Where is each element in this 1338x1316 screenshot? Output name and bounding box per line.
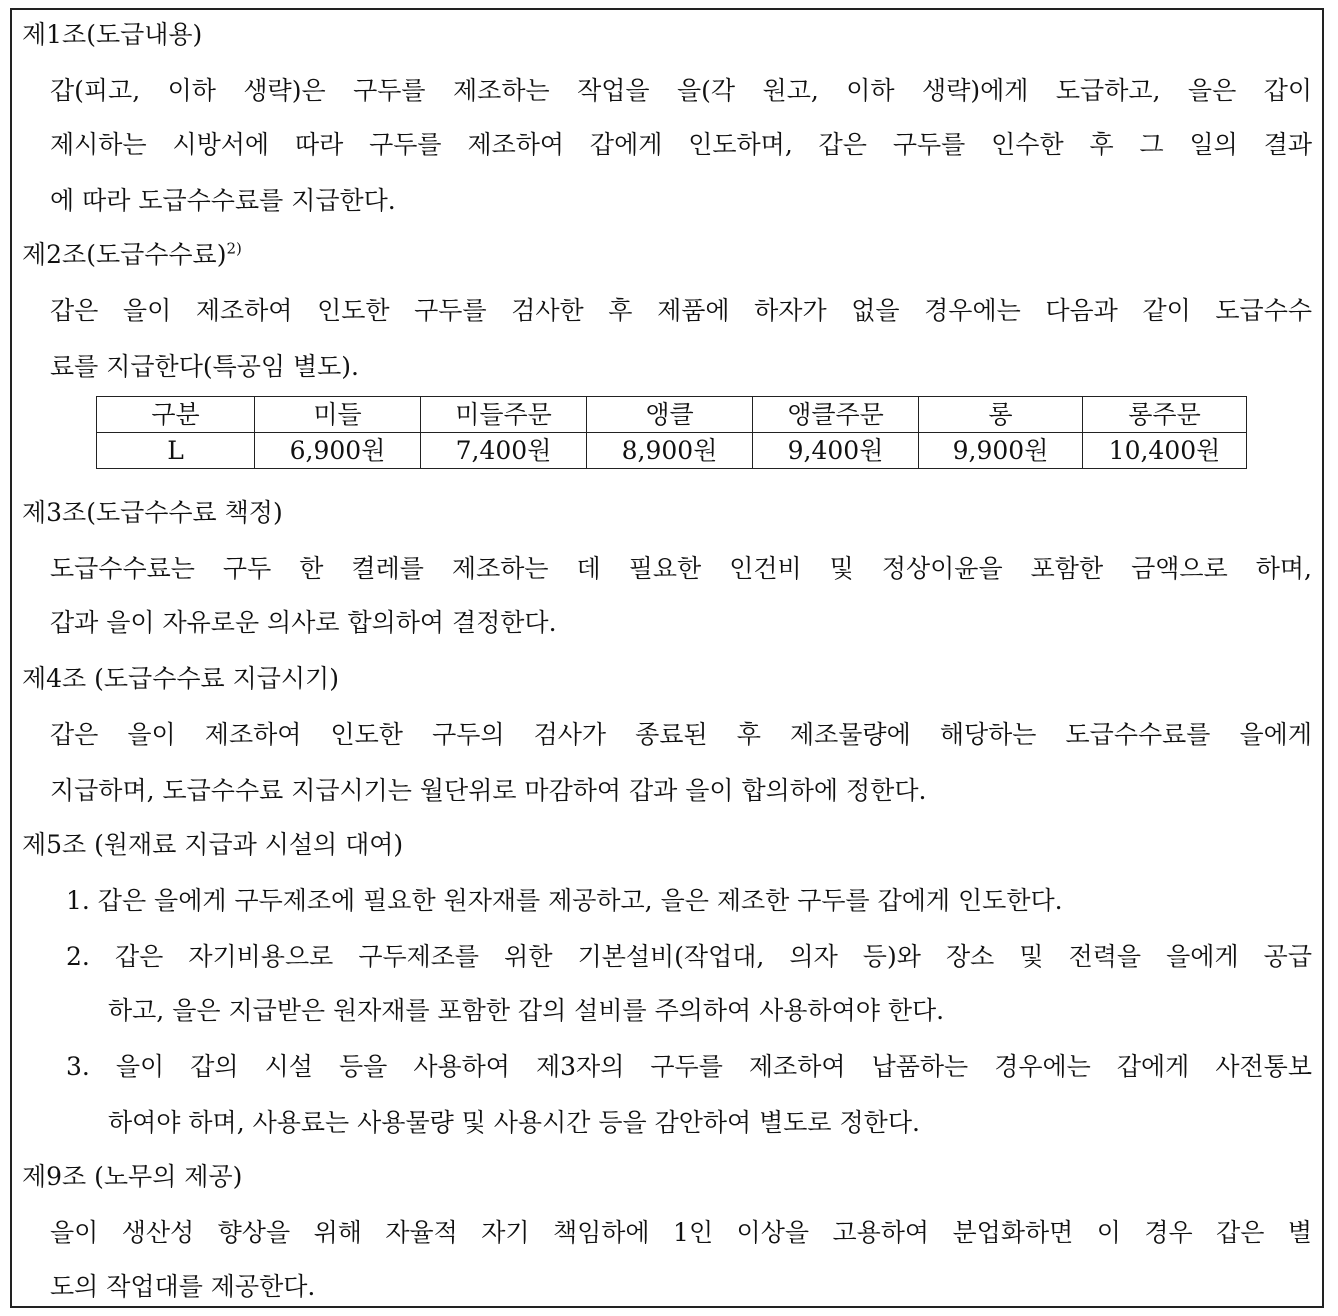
article-1-heading: 제1조(도급내용) — [22, 20, 203, 49]
fee-table-cell: 9,400원 — [753, 433, 919, 469]
footnote-marker: 2) — [226, 239, 242, 258]
article-5-item-3-line-1: 3. 을이 갑의 시설 등을 사용하여 제3자의 구두를 제조하여 납품하는 경우에는 갑에게 사전통보 — [66, 1052, 1312, 1081]
fee-table-header-cell: 앵클주문 — [753, 397, 919, 433]
article-2-heading — [22, 238, 242, 272]
fee-table-cell: 9,900원 — [919, 433, 1083, 469]
article-1-line-1: 갑(피고, 이하 생략)은 구두를 제조하는 작업을 을(각 원고, 이하 생략)에게 도급하고, 을은 갑이 — [50, 76, 1312, 105]
article-5-item-2-line-1: 2. 갑은 자기비용으로 구두제조를 위한 기본설비(작업대, 의자 등)와 장소 및 전력을 을에게 공급 — [66, 942, 1312, 971]
article-2-heading-text: 제2조(도급수수료) — [22, 240, 227, 269]
fee-table-cell: 7,400원 — [421, 433, 587, 469]
article-4-line-2: 지급하며, 도급수수료 지급시기는 월단위로 마감하여 갑과 을이 합의하에 정한다. — [50, 776, 927, 805]
fee-table-header-cell: 앵클 — [587, 397, 753, 433]
fee-table-cell: 10,400원 — [1083, 433, 1247, 469]
article-5-item-2-line-2: 하고, 을은 지급받은 원자재를 포함한 갑의 설비를 주의하여 사용하여야 한다. — [108, 996, 945, 1025]
article-9-line-2: 도의 작업대를 제공한다. — [50, 1272, 316, 1301]
fee-table-row — [97, 433, 1247, 469]
fee-table-header-cell: 롱주문 — [1083, 397, 1247, 433]
fee-table-header-cell: 미들 — [255, 397, 421, 433]
fee-table-header-cell: 구분 — [97, 397, 255, 433]
article-4-line-1: 갑은 을이 제조하여 인도한 구두의 검사가 종료된 후 제조물량에 해당하는 도급수수료를 을에게 — [50, 720, 1312, 749]
article-2-line-2: 료를 지급한다(특공임 별도). — [50, 352, 359, 381]
article-3-line-2: 갑과 을이 자유로운 의사로 합의하여 결정한다. — [50, 608, 557, 637]
fee-table-header-cell: 롱 — [919, 397, 1083, 433]
fee-table-header-row — [97, 397, 1247, 433]
article-9-heading: 제9조 (노무의 제공) — [22, 1162, 243, 1191]
article-4-heading: 제4조 (도급수수료 지급시기) — [22, 664, 339, 693]
article-3-line-1: 도급수수료는 구두 한 켤레를 제조하는 데 필요한 인건비 및 정상이윤을 포함한 금액으로 하며, — [50, 554, 1312, 583]
fee-table-header-cell: 미들주문 — [421, 397, 587, 433]
article-1-line-3: 에 따라 도급수수료를 지급한다. — [50, 186, 396, 215]
article-3-heading: 제3조(도급수수료 책정) — [22, 498, 283, 527]
fee-table-cell: 8,900원 — [587, 433, 753, 469]
article-2-line-1: 갑은 을이 제조하여 인도한 구두를 검사한 후 제품에 하자가 없을 경우에는 다음과 같이 도급수수 — [50, 296, 1312, 325]
fee-table-cell: 6,900원 — [255, 433, 421, 469]
article-1-line-2: 제시하는 시방서에 따라 구두를 제조하여 갑에게 인도하며, 갑은 구두를 인수한 후 그 일의 결과 — [50, 130, 1312, 159]
article-5-heading: 제5조 (원재료 지급과 시설의 대여) — [22, 830, 404, 859]
fee-table-cell: L — [97, 433, 255, 469]
article-5-item-3-line-2: 하여야 하며, 사용료는 사용물량 및 사용시간 등을 감안하여 별도로 정한다. — [108, 1108, 920, 1137]
fee-table — [96, 396, 1247, 469]
article-9-line-1: 을이 생산성 향상을 위해 자율적 자기 책임하에 1인 이상을 고용하여 분업화하면 이 경우 갑은 별 — [50, 1218, 1312, 1247]
article-5-item-1: 1. 갑은 을에게 구두제조에 필요한 원자재를 제공하고, 을은 제조한 구두를 갑에게 인도한다. — [66, 886, 1063, 915]
